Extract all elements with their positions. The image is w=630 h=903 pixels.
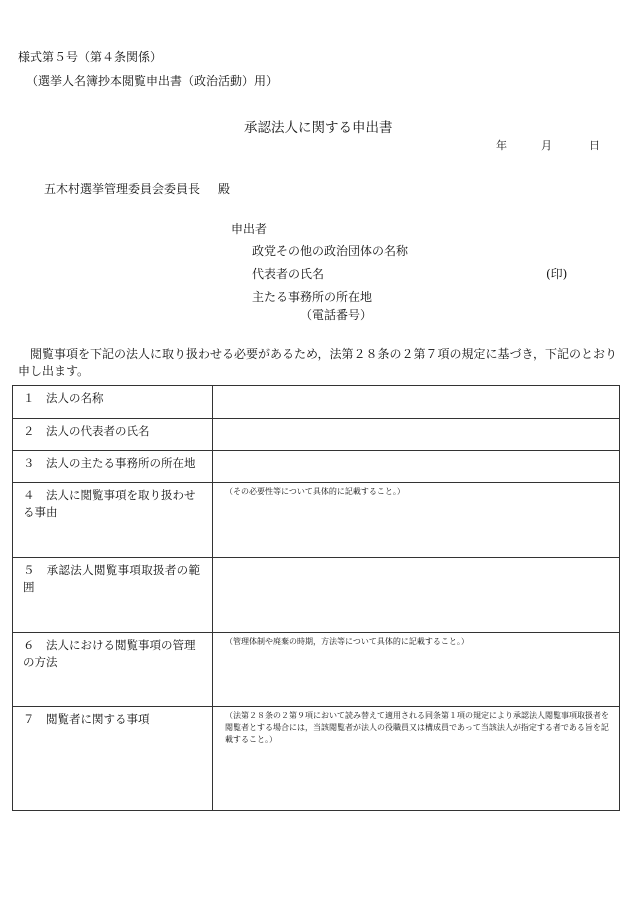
applicant-heading: 申出者: [231, 222, 268, 236]
reason-note: （その必要性等について具体的に記載すること。）: [225, 487, 405, 496]
org-name-label: 政党その他の政治団体の名称: [252, 244, 409, 258]
addressee: 五木村選挙管理委員会委員長: [44, 182, 201, 196]
table-row: [13, 451, 620, 483]
management-note: （管理体制や廃棄の時期，方法等について具体的に記載すること。）: [225, 637, 469, 646]
row-label-office-address: ３ 法人の主たる事務所の所在地: [13, 451, 213, 483]
table-row: [13, 558, 620, 633]
date-month: 月: [541, 139, 552, 152]
entry-field-representative[interactable]: [213, 419, 620, 451]
application-table: [12, 385, 620, 811]
row-label-management: ６ 法人における閲覧事項の管理の方法: [13, 633, 213, 707]
entry-field-corp-name[interactable]: [213, 386, 620, 419]
table-row: [13, 633, 620, 707]
entry-field-handler-scope[interactable]: [213, 558, 620, 633]
honorific: 殿: [218, 182, 231, 196]
table-row: [13, 707, 620, 811]
phone-label: （電話番号）: [300, 308, 373, 322]
date-day: 日: [589, 139, 600, 152]
entry-field-office-address[interactable]: [213, 451, 620, 483]
entry-field-reason[interactable]: [213, 483, 620, 558]
seal-mark: (印): [546, 267, 568, 281]
row-label-reason: ４ 法人に閲覧事項を取り扱わせる事由: [13, 483, 213, 558]
row-label-viewer: ７ 閲覧者に関する事項: [13, 707, 213, 811]
entry-field-viewer[interactable]: [213, 707, 620, 811]
office-address-label: 主たる事務所の所在地: [252, 290, 373, 304]
row-label-handler-scope: ５ 承認法人閲覧事項取扱者の範囲: [13, 558, 213, 633]
form-subtitle: （選挙人名簿抄本閲覧申出書（政治活動）用）: [26, 74, 279, 88]
form-number: 様式第５号（第４条関係）: [18, 50, 163, 64]
intro-paragraph: 閲覧事項を下記の法人に取り扱わせる必要があるため，法第２８条の２第７項の規定に基づき，下記のとおり申し出ます。: [18, 347, 618, 378]
table-row: [13, 419, 620, 451]
document-title: 承認法人に関する申出書: [244, 120, 393, 136]
rep-name-label: 代表者の氏名: [252, 267, 325, 281]
table-row: [13, 483, 620, 558]
entry-field-management[interactable]: [213, 633, 620, 707]
viewer-note: （法第２８条の２第９項において読み替えて適用される同条第１項の規定により承認法人閲覧事項取扱者を閲覧者とする場合には，当該閲覧者が法人の役職員又は構成員であって当該法人が指定する者である旨を記載すること。）: [225, 711, 609, 744]
row-label-representative: ２ 法人の代表者の氏名: [13, 419, 213, 451]
table-row: [13, 386, 620, 419]
date-year: 年: [496, 139, 507, 152]
row-label-corp-name: １ 法人の名称: [13, 386, 213, 419]
